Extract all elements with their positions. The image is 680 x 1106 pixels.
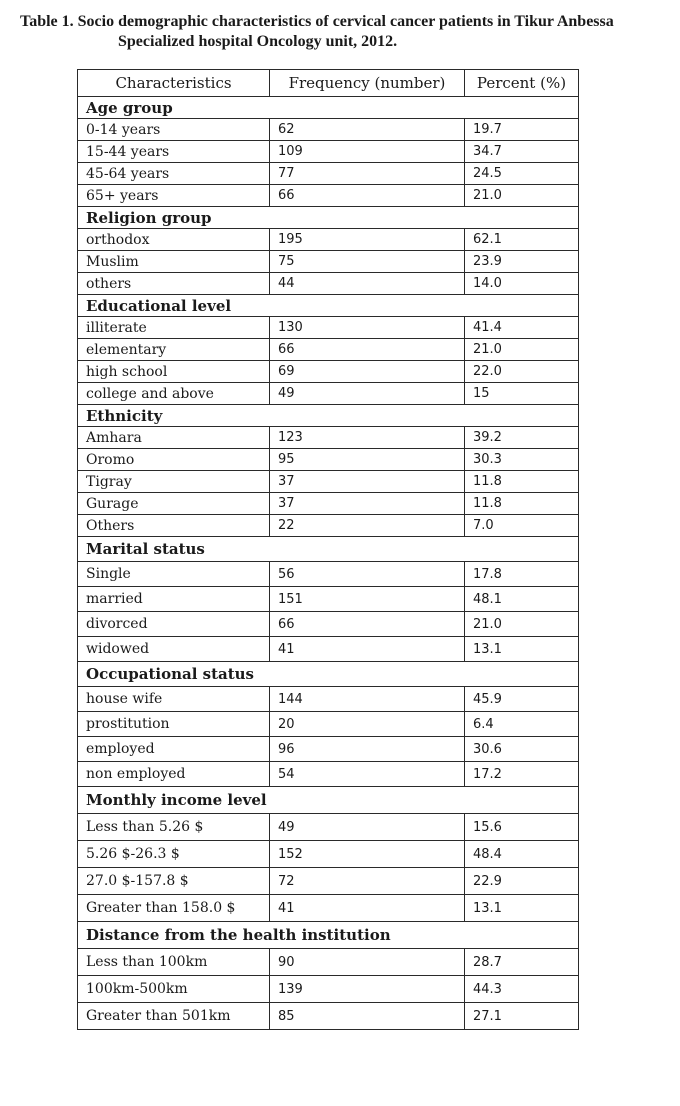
row-frequency: 22 — [270, 515, 465, 537]
table-row — [78, 383, 579, 405]
table-row — [78, 737, 579, 762]
header-characteristics: Characteristics — [78, 70, 270, 97]
row-percent: 15 — [465, 383, 579, 405]
section-title: Age group — [78, 97, 579, 119]
row-label: Amhara — [78, 427, 270, 449]
section-header-row — [78, 922, 579, 949]
row-percent: 19.7 — [465, 119, 579, 141]
table-row — [78, 562, 579, 587]
table-row — [78, 361, 579, 383]
row-frequency: 56 — [270, 562, 465, 587]
row-frequency: 72 — [270, 868, 465, 895]
row-frequency: 144 — [270, 687, 465, 712]
row-label: Gurage — [78, 493, 270, 515]
row-frequency: 41 — [270, 637, 465, 662]
row-frequency: 37 — [270, 493, 465, 515]
row-percent: 21.0 — [465, 185, 579, 207]
row-percent: 21.0 — [465, 612, 579, 637]
row-percent: 41.4 — [465, 317, 579, 339]
section-title: Marital status — [78, 537, 579, 562]
row-label: 65+ years — [78, 185, 270, 207]
row-frequency: 95 — [270, 449, 465, 471]
row-frequency: 96 — [270, 737, 465, 762]
table-group — [78, 537, 579, 662]
section-header-row — [78, 97, 579, 119]
section-title: Religion group — [78, 207, 579, 229]
row-label: Greater than 158.0 $ — [78, 895, 270, 922]
row-frequency: 152 — [270, 841, 465, 868]
row-percent: 13.1 — [465, 895, 579, 922]
row-percent: 23.9 — [465, 251, 579, 273]
table-row — [78, 471, 579, 493]
header-percent: Percent (%) — [465, 70, 579, 97]
row-percent: 62.1 — [465, 229, 579, 251]
section-header-row — [78, 787, 579, 814]
row-frequency: 49 — [270, 383, 465, 405]
row-label: illiterate — [78, 317, 270, 339]
table-row — [78, 185, 579, 207]
row-percent: 11.8 — [465, 471, 579, 493]
section-title: Occupational status — [78, 662, 579, 687]
row-percent: 13.1 — [465, 637, 579, 662]
table-row — [78, 493, 579, 515]
row-percent: 17.8 — [465, 562, 579, 587]
table-row — [78, 317, 579, 339]
caption-line-1: Table 1. Socio demographic characteristics of cervical cancer patients in Tikur Anbessa — [20, 13, 614, 30]
row-percent: 22.9 — [465, 868, 579, 895]
table-row — [78, 515, 579, 537]
demographics-table — [77, 69, 579, 1030]
header-frequency: Frequency (number) — [270, 70, 465, 97]
row-label: Oromo — [78, 449, 270, 471]
row-label: married — [78, 587, 270, 612]
table-group — [78, 207, 579, 295]
row-percent: 44.3 — [465, 976, 579, 1003]
row-frequency: 77 — [270, 163, 465, 185]
caption-line-2: Specialized hospital Oncology unit, 2012. — [118, 33, 398, 50]
row-frequency: 151 — [270, 587, 465, 612]
section-title: Monthly income level — [78, 787, 579, 814]
row-frequency: 69 — [270, 361, 465, 383]
table-row — [78, 841, 579, 868]
section-header-row — [78, 295, 579, 317]
row-frequency: 123 — [270, 427, 465, 449]
section-header-row — [78, 405, 579, 427]
row-label: 15-44 years — [78, 141, 270, 163]
row-frequency: 109 — [270, 141, 465, 163]
row-percent: 39.2 — [465, 427, 579, 449]
table-row — [78, 1003, 579, 1030]
row-label: Tigray — [78, 471, 270, 493]
row-label: orthodox — [78, 229, 270, 251]
row-label: Others — [78, 515, 270, 537]
row-percent: 30.6 — [465, 737, 579, 762]
table-row — [78, 612, 579, 637]
row-label: Less than 100km — [78, 949, 270, 976]
row-label: widowed — [78, 637, 270, 662]
row-label: 0-14 years — [78, 119, 270, 141]
row-label: Single — [78, 562, 270, 587]
row-frequency: 130 — [270, 317, 465, 339]
row-percent: 22.0 — [465, 361, 579, 383]
table-row — [78, 449, 579, 471]
row-percent: 48.1 — [465, 587, 579, 612]
row-percent: 48.4 — [465, 841, 579, 868]
section-header-row — [78, 662, 579, 687]
table-group — [78, 295, 579, 405]
row-label: Muslim — [78, 251, 270, 273]
table-row — [78, 814, 579, 841]
row-percent: 7.0 — [465, 515, 579, 537]
table-group — [78, 787, 579, 922]
row-percent: 17.2 — [465, 762, 579, 787]
table-row — [78, 141, 579, 163]
row-frequency: 75 — [270, 251, 465, 273]
row-percent: 34.7 — [465, 141, 579, 163]
row-frequency: 66 — [270, 185, 465, 207]
row-frequency: 195 — [270, 229, 465, 251]
row-percent: 45.9 — [465, 687, 579, 712]
row-label: employed — [78, 737, 270, 762]
row-label: house wife — [78, 687, 270, 712]
table-group — [78, 662, 579, 787]
table-row — [78, 339, 579, 361]
section-title: Distance from the health institution — [78, 922, 579, 949]
table-row — [78, 976, 579, 1003]
row-label: 5.26 $-26.3 $ — [78, 841, 270, 868]
table-row — [78, 895, 579, 922]
row-percent: 21.0 — [465, 339, 579, 361]
row-label: Greater than 501km — [78, 1003, 270, 1030]
row-percent: 27.1 — [465, 1003, 579, 1030]
row-label: prostitution — [78, 712, 270, 737]
table-row — [78, 251, 579, 273]
table-row — [78, 273, 579, 295]
table-row — [78, 587, 579, 612]
row-frequency: 49 — [270, 814, 465, 841]
row-label: 27.0 $-157.8 $ — [78, 868, 270, 895]
row-percent: 11.8 — [465, 493, 579, 515]
row-frequency: 90 — [270, 949, 465, 976]
row-label: 100km-500km — [78, 976, 270, 1003]
row-label: others — [78, 273, 270, 295]
table-row — [78, 427, 579, 449]
row-frequency: 66 — [270, 339, 465, 361]
row-percent: 30.3 — [465, 449, 579, 471]
row-frequency: 20 — [270, 712, 465, 737]
table-row — [78, 949, 579, 976]
row-frequency: 37 — [270, 471, 465, 493]
row-percent: 6.4 — [465, 712, 579, 737]
table-group — [78, 405, 579, 537]
section-header-row — [78, 207, 579, 229]
row-percent: 15.6 — [465, 814, 579, 841]
row-label: elementary — [78, 339, 270, 361]
table-group — [78, 97, 579, 207]
table-header-row — [78, 70, 579, 97]
row-percent: 28.7 — [465, 949, 579, 976]
section-header-row — [78, 537, 579, 562]
row-frequency: 62 — [270, 119, 465, 141]
table-row — [78, 868, 579, 895]
table-row — [78, 637, 579, 662]
section-title: Educational level — [78, 295, 579, 317]
row-label: college and above — [78, 383, 270, 405]
row-label: 45-64 years — [78, 163, 270, 185]
section-title: Ethnicity — [78, 405, 579, 427]
table-row — [78, 163, 579, 185]
row-label: non employed — [78, 762, 270, 787]
row-frequency: 139 — [270, 976, 465, 1003]
row-label: Less than 5.26 $ — [78, 814, 270, 841]
row-frequency: 66 — [270, 612, 465, 637]
row-percent: 14.0 — [465, 273, 579, 295]
row-frequency: 41 — [270, 895, 465, 922]
row-percent: 24.5 — [465, 163, 579, 185]
row-frequency: 54 — [270, 762, 465, 787]
row-frequency: 44 — [270, 273, 465, 295]
row-frequency: 85 — [270, 1003, 465, 1030]
table-row — [78, 687, 579, 712]
row-label: high school — [78, 361, 270, 383]
table-row — [78, 762, 579, 787]
table-row — [78, 229, 579, 251]
row-label: divorced — [78, 612, 270, 637]
table-row — [78, 712, 579, 737]
table-row — [78, 119, 579, 141]
table-group — [78, 922, 579, 1030]
